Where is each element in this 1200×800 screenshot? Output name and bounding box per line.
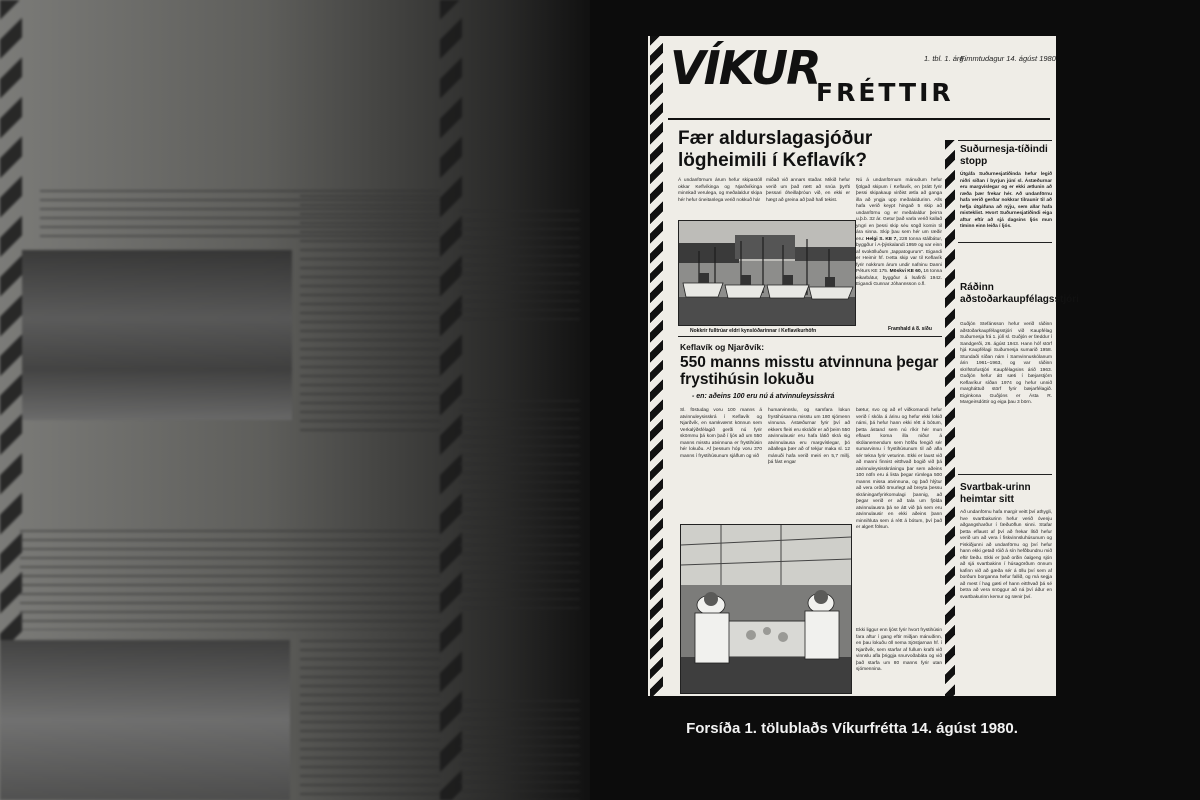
hatch-border-right [945, 140, 955, 696]
background-harbor-photo [22, 250, 292, 420]
lead-headline: Fær aldurslagasjóður lögheimili í Keflavík? [678, 128, 873, 171]
masthead-rule [668, 118, 1050, 120]
lead-photo-caption: Nokkrir fulltrúar eldri kynslóðarinnar í Keflavíkurhöfn [690, 328, 817, 334]
fish-factory-workers-photo [680, 524, 852, 694]
issue-number: 1. tbl. 1. árg. [924, 54, 966, 63]
side1-headline: Suðurnesja-tíðindi stopp [960, 144, 1048, 167]
second-headline: 550 manns misstu atvinnuna þegar frystihúsin lokuðu [680, 354, 939, 388]
background-page-zoom [0, 0, 590, 800]
issue-date: Fimmtudagur 14. ágúst 1980 [960, 54, 1056, 63]
second-column-3: bætur, svo og að ef viðkomandi hefur verið í skóla á árinu og hefur ekki lokið námi, þá hefur hann ekki rétt á bótum, þetta ástand sem nú ríkir hér mun eflaust koma illa niður á skólanemendum sem höfðu fengið sér sumarvinnu í frystihúsunum til að afla sér tekna fyrir veturinn. Ekki er laust við að manni finnist eitthvað bogið við þá atvinnuleysisskráningu þar sem aðeins 100 nöfn eru á lista þegar rúmlega 500 manns missa atvinnuna, og það hlýtur að vera orðið ömurlegt að breyta þessu skráningarfyrirkomulagi þannig, að þegar verið er að tala um fjölda atvinnulausra þá se átt við þá sem eru atvinnulausir en ekki aðeins þann minnihluta sem á rétt á bótum, því það er algert fölsun. [856, 408, 942, 530]
background-factory-photo [0, 640, 290, 800]
lead-column-3: Nú á undanförnum mánuðum hefur fjölgað skipum í Keflavík, en þrátt fyrir þessi skipakaup virðist ætla að ganga illa að yngja upp meðalaldurinn. Alls hafa verið keypt hingað 5 skip að undanförnu og er meðalaldur þeirra u.þ.b. 32 ár. Getur það varla verið kallað yngri en þessi skip séu sögð komin til ára sinna. Skip þau sem hér um ræðir eru: Helgi S. KE 7, 228 tonna stálbátur, byggður í A-þýskalandi 1959 og var einn af svokölluðum „tappatogurum". Eigandi er Heimir hf. Þetta skip var til Keflavík fyrir nokkrum árum undir nafninu Danni Péturs KE 175. Möskvi KE 60, 16 tonna eikarbátur, byggður á Ísafirði 1942. Eigandi Gunnar Jóhannsson o.fl. [856, 178, 942, 287]
harbor-boats-photo [678, 220, 856, 326]
second-column-2: humarvinnslu, og samfara lokun frystihúsanna misstu um 180 sjómenn vinnuna. Ástæðurnar fyrir því að ekkers fleiri eru skráðir er að þeim 550 atvinnulausir eru hafa látið skrá sig atvinnulausa eru margvíslegar, þó aðallega þær að of tekjur maka sl. 12 mánuði hafa verið meiri en 5,7 millj. þá fást engar [768, 408, 850, 465]
lead-continued: Framhald á 8. síðu [888, 326, 932, 332]
ship-name-2: Möskvi KE 60, [889, 269, 922, 274]
side3-headline: Svartbak-urinn heimtar sitt [960, 482, 1031, 505]
image-caption: Forsíða 1. tölublaðs Víkurfrétta 14. ágúst 1980. [686, 720, 1018, 737]
newspaper-front-page [648, 36, 1079, 696]
side2-headline: Ráðinn aðstoðarkaupfélagsstjóri [960, 282, 1079, 305]
side1-body: Útgáfa Suðurnesjatíðinda hefur legið niðri síðan í byrjun júní sl. Ástæðurnar eru margvíslegar og er ekki ætlunin að ræða þær frekar hér. Að undanförnu hafa verið gerðar nokkrar tilraunir til að hefja útgáfuna að nýju, sem allar hafa misteklist. Hvort Suðurnesjatíðindi eiga aftur eftir að sjá dagsins ljós mun tíminn einn leiða í ljós. [960, 172, 1052, 229]
side2-body: Guðjón Stefánsson hefur verið ráðinn aðstoðarkaupfélagsstjóri við Kaupfélag Suðurnesja frá 1. júlí sl. Guðjón er fæddur í Sandgerði, 26. ágúst 1943. Hann hóf störf hjá Kaupfélagi Suðurnesja sumarið 1958. Stundaði síðan nám í Samvinnuskólanum árin 1961–1963, og var ráðinn skrifstofustjóri Kaupfélagsins árið 1963. Guðjón hefur átt sæti í bæjarstjórn Keflavíkur síðan 1974 og hefur unnið margháttuð störf fyrir bæjarfélagið. Eiginkona Guðjóns er Ásta R. Margeirsdóttir og eiga þau 3 börn. [960, 322, 1052, 405]
second-column-3b: Ekki liggur enn ljóst fyrir hvort frystihúsin fara aftur í gang eftir miðjan mánuðinn, en þau lokuðu öll nema Sjöstjarnan hf. í Njarðvík, sem starfar af fullum krafti við vinnslu afla þriggja snurvoðabáta og við það starfa um 80 manns fyrir utan sjómennina. [856, 628, 942, 672]
masthead-subtitle: FRÉTTIR [816, 78, 954, 107]
masthead-title: VÍKUR [670, 41, 820, 95]
second-kicker: Keflavík og Njarðvík: [680, 342, 765, 352]
second-subhead: - en: aðeins 100 eru nú á atvinnuleysisskrá [692, 393, 835, 400]
hatch-border-left [650, 36, 663, 696]
second-column-1: Sl. föstudag voru 100 manns á atvinnuleysisskrá í Keflavík og Njarðvík, en samkvæmt könnun sem Verkalýðsfélagið gerði nú fyrir skömmu þá kom það í ljós að um 550 manns misstu atvinnuna er frystihúsin hér lokuðu. Af þessum hóp voru 370 manns í frystihúsunum sjálfum og við [680, 408, 762, 459]
lead-column-2: miðað við annars staðar. Mikið hefur verið um það rætt að snúa þyrfti þessari óheillaþróun við, en ekki er hægt að greina að það hafi tekist. [766, 178, 850, 203]
side3-body: Að undanförnu hafa margir veitt því athygli, hve svartbakurinn hefur verið óvenju aðgangsharður í fæðuöflun sinni. Stafar þetta eflaust af því að frekar lítið hefur verið um að vera í fiskvinnsluhúsunum og Fiskiðjunni að undanförnu og því hefur hann ekki getað róið á sín hefðbundnu mið eftir fæðu. Ekki er það orðin óalgeng sjón að sjá svartbakinn í húsagörðum önnum kafinn við að gæða sér á öllu því sem af borðum borganna hefur fallið, og má segja að mest í hag gæti ef hann eitthvað þá sé betra að vera snöggur að ná því áður en svartbakurinn kemur og rænir því. [960, 510, 1052, 600]
background-hatch-right [440, 0, 462, 800]
section-rule [678, 336, 942, 337]
lead-column-1: Á undanförnum árum hefur skipastóll okkar Keflvíkinga og Njarðvíkinga minnkað verulega, og meðalaldur skipa hér hefur óneitanlega verið nokkuð hár [678, 178, 762, 203]
ship-name-1: Helgi S. KE 7, [865, 236, 898, 242]
